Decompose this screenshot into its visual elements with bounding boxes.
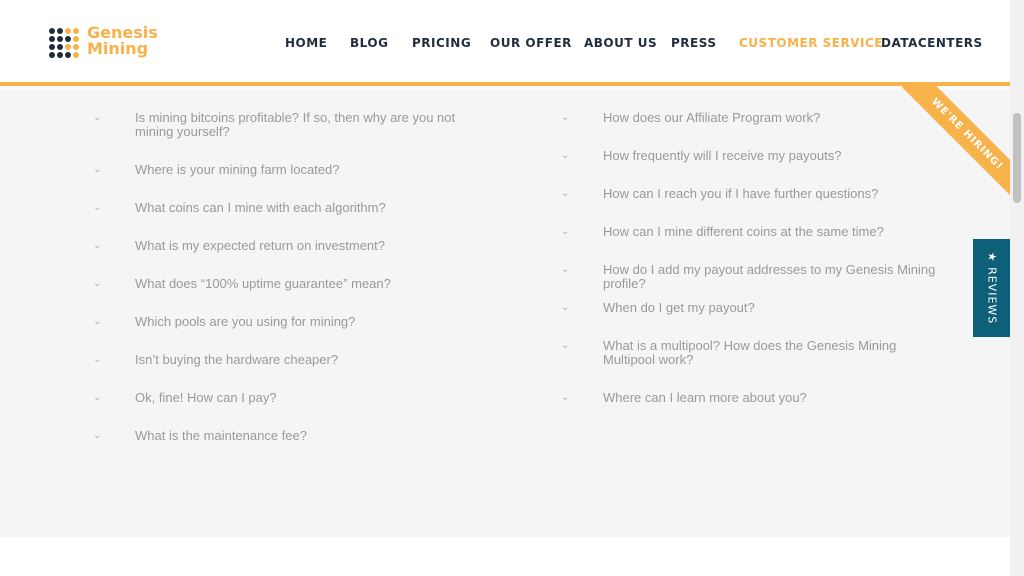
- nav-pricing[interactable]: PRICING: [412, 36, 472, 50]
- logo-line-2: Mining: [87, 39, 149, 58]
- faq-question: What coins can I mine with each algorithm?: [135, 200, 386, 215]
- faq-section: [0, 90, 1010, 537]
- hiring-ribbon-label: WE'RE HIRING!: [902, 86, 1011, 200]
- faq-question: How can I mine different coins at the same time?: [603, 224, 884, 239]
- logo-text: [87, 25, 158, 57]
- nav-blog[interactable]: BLOG: [350, 36, 389, 50]
- faq-item[interactable]: [93, 428, 495, 443]
- chevron-down-icon: ⌄: [93, 354, 102, 365]
- faq-question: Ok, fine! How can I pay?: [135, 390, 277, 405]
- nav-our-offer[interactable]: OUR OFFER: [490, 36, 572, 50]
- faq-question: Where can I learn more about you?: [603, 390, 807, 405]
- faq-question: Where is your mining farm located?: [135, 162, 340, 177]
- chevron-down-icon: ⌄: [561, 150, 570, 161]
- faq-question: How do I add my payout addresses to my Genesis Mining profile?: [603, 262, 936, 291]
- site-header: [0, 0, 1010, 86]
- faq-question: Which pools are you using for mining?: [135, 314, 356, 329]
- faq-item[interactable]: [561, 300, 963, 315]
- chevron-down-icon: ⌄: [93, 240, 102, 251]
- faq-item[interactable]: [93, 352, 495, 367]
- nav-datacenters[interactable]: DATACENTERS: [881, 36, 983, 50]
- faq-question: Is mining bitcoins profitable? If so, then why are you not mining yourself?: [135, 110, 456, 139]
- chevron-down-icon: ⌄: [93, 392, 102, 403]
- chevron-down-icon: ⌄: [93, 202, 102, 213]
- footer-area: [0, 537, 1010, 576]
- chevron-down-icon: ⌄: [561, 112, 570, 123]
- nav-press[interactable]: PRESS: [671, 36, 717, 50]
- faq-question: How frequently will I receive my payouts?: [603, 148, 842, 163]
- logo-mark-icon: [49, 28, 79, 58]
- chevron-down-icon: ⌄: [561, 226, 570, 237]
- chevron-down-icon: ⌄: [561, 392, 570, 403]
- faq-item[interactable]: [561, 338, 943, 367]
- chevron-down-icon: ⌄: [93, 430, 102, 441]
- faq-item[interactable]: [93, 390, 495, 405]
- faq-question: When do I get my payout?: [603, 300, 755, 315]
- chevron-down-icon: ⌄: [93, 164, 102, 175]
- faq-question: Isn’t buying the hardware cheaper?: [135, 352, 339, 367]
- chevron-down-icon: ⌄: [561, 188, 570, 199]
- faq-item[interactable]: [93, 162, 495, 177]
- chevron-down-icon: ⌄: [561, 340, 570, 351]
- scrollbar-thumb[interactable]: [1013, 113, 1021, 203]
- faq-question: What is a multipool? How does the Genesis Mining Multipool work?: [603, 338, 897, 367]
- reviews-tab-label: ★ REVIEWS: [985, 251, 998, 325]
- faq-item[interactable]: [93, 200, 495, 215]
- faq-question: What does “100% uptime guarantee” mean?: [135, 276, 391, 291]
- faq-question: What is my expected return on investment?: [135, 238, 386, 253]
- chevron-down-icon: ⌄: [93, 278, 102, 289]
- chevron-down-icon: ⌄: [561, 264, 570, 275]
- chevron-down-icon: ⌄: [93, 112, 102, 123]
- faq-item[interactable]: [93, 276, 495, 291]
- faq-item[interactable]: [93, 110, 495, 139]
- faq-item[interactable]: [561, 262, 963, 291]
- nav-customer-service[interactable]: CUSTOMER SERVICE: [739, 36, 883, 50]
- faq-question: How does our Affiliate Program work?: [603, 110, 821, 125]
- faq-item[interactable]: [93, 314, 495, 329]
- chevron-down-icon: ⌄: [561, 302, 570, 313]
- nav-home[interactable]: HOME: [285, 36, 328, 50]
- faq-item[interactable]: [561, 390, 963, 405]
- logo-line-1: Genesis: [87, 23, 158, 42]
- reviews-tab[interactable]: [973, 239, 1010, 337]
- nav-about-us[interactable]: ABOUT US: [584, 36, 658, 50]
- chevron-down-icon: ⌄: [93, 316, 102, 327]
- scrollbar[interactable]: [1010, 0, 1024, 576]
- faq-item[interactable]: [93, 238, 495, 253]
- hiring-ribbon[interactable]: [893, 86, 1011, 204]
- faq-question: What is the maintenance fee?: [135, 428, 307, 443]
- faq-item[interactable]: [561, 224, 963, 239]
- faq-question: How can I reach you if I have further questions?: [603, 186, 879, 201]
